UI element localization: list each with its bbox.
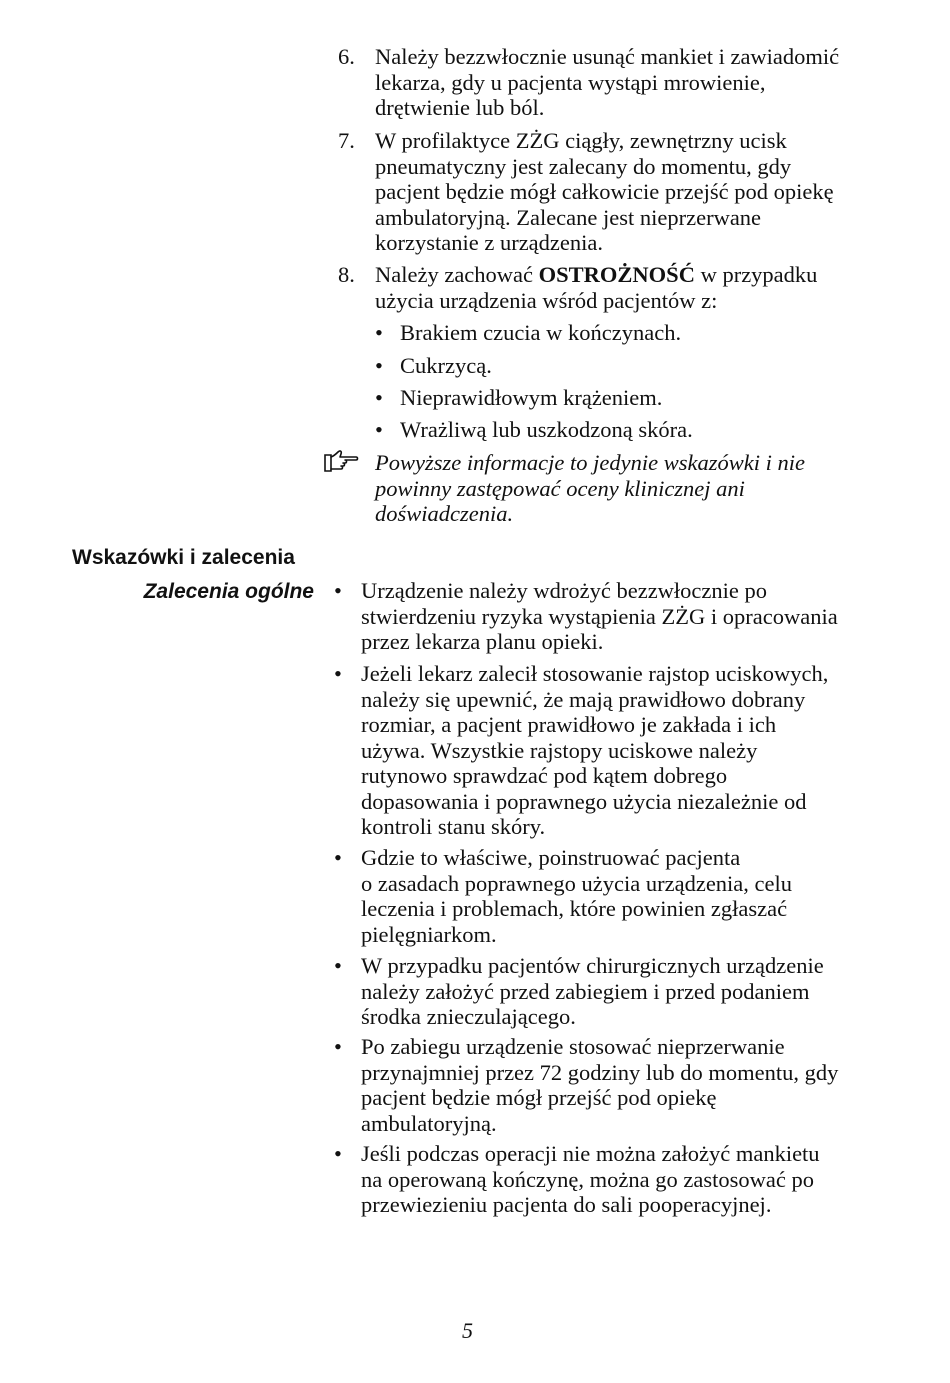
- item-line: korzystanie z urządzenia.: [375, 230, 603, 255]
- item-line: użycia urządzenia wśród pacjentów z:: [375, 287, 718, 313]
- item-line: Należy bezzwłocznie usunąć mankiet i zawiadomić: [375, 44, 840, 69]
- item-number: 6.: [338, 44, 355, 69]
- item-line: pacjent będzie mógł całkowicie przejść pod opiekę: [375, 179, 834, 204]
- note-line: doświadczenia.: [375, 501, 514, 526]
- item-line: drętwienie lub ból.: [375, 95, 545, 120]
- item-number: 7.: [338, 128, 355, 153]
- item-line: Należy zachować OSTROŻNOŚĆ w przypadku: [375, 262, 818, 287]
- subsection-heading: Zalecenia ogólne: [143, 580, 314, 603]
- page-number: 5: [462, 1318, 473, 1343]
- section-heading: Wskazówki i zalecenia: [72, 546, 295, 569]
- note-line: powinny zastępować oceny klinicznej ani: [375, 475, 745, 501]
- item-number: 8.: [338, 262, 355, 287]
- clinical-note: [375, 450, 875, 527]
- caution-word: OSTROŻNOŚĆ: [538, 262, 695, 287]
- item-line: ambulatoryjną. Zalecane jest nieprzerwane: [375, 204, 762, 230]
- item-line: pneumatyczny jest zalecany do momentu, gdy: [375, 153, 792, 179]
- note-line: Powyższe informacje to jedynie wskazówki i nie: [375, 450, 805, 475]
- item-line: lekarza, gdy u pacjenta wystąpi mrowienie,: [375, 69, 766, 95]
- pointing-hand-icon: [323, 449, 359, 475]
- item-line: W profilaktyce ZŻG ciągły, zewnętrzny ucisk: [375, 128, 787, 153]
